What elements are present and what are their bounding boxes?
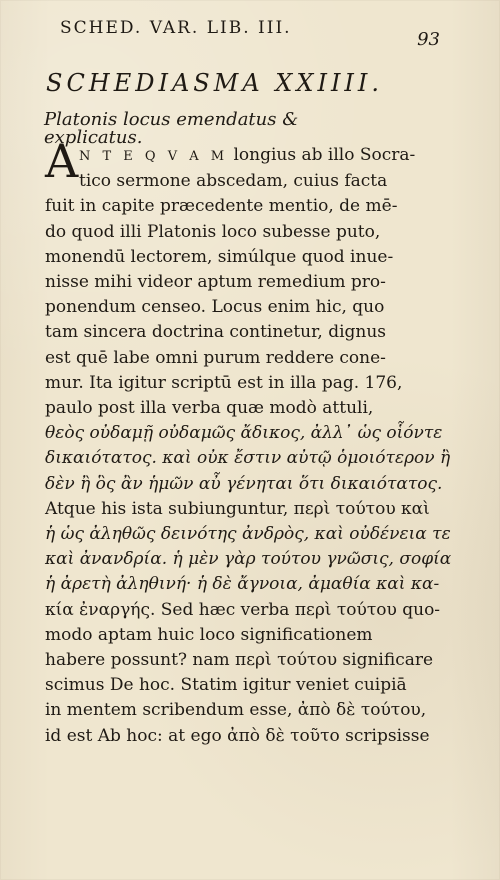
greek-text-line: θεὸς οὐδαμῇ οὐδαμῶς ἄδικος, ἀλλ᾽ ὡς οἷόντε	[45, 423, 443, 444]
text-line: nisse mihi videor aptum remedium pro-	[45, 272, 386, 293]
text-line: κία ἐναργής. Sed hæc verba περὶ τούτου quo-	[45, 599, 441, 620]
greek-text-line: δικαιότατος. καὶ οὐκ ἔστιν αὐτῷ ὁμοιότερον ἢ	[45, 448, 451, 469]
page-number: 93	[417, 29, 440, 50]
text-line: monendū lectorem, simúlque quod inue-	[45, 246, 394, 267]
text-line: fuit in capite præcedente mentio, de mē-	[45, 196, 398, 217]
text-line: ponendum censeo. Locus enim hic, quo	[45, 297, 385, 318]
greek-text-line: ἡ ἀρετὴ ἀληθινή· ἡ δὲ ἄγνοια, ἀμαθία καὶ κα-	[45, 574, 440, 595]
text-line: Atque his ista subiunguntur, περὶ τούτου καὶ	[45, 498, 430, 519]
section-title: SCHEDIASMA XXIIII.	[46, 69, 384, 97]
text-line: id est Ab hoc: at ego ἀπὸ δὲ τοῦτο scripsisse	[45, 725, 430, 746]
opening-rest: longius ab illo Socra-	[233, 145, 416, 165]
main-text-block	[45, 134, 452, 749]
text-line: scimus De hoc. Statim igitur veniet cuipiā	[45, 675, 407, 696]
running-head: SCHED. VAR. LIB. III.	[60, 18, 292, 38]
text-line: est quē labe omni purum reddere cone-	[45, 347, 386, 368]
greek-text-line: ἡ ὡς ἀληθῶς δεινότης ἀνδρὸς, καὶ οὐδένεια τε	[45, 524, 451, 545]
text-line: paulo post illa verba quæ modò attuli,	[45, 398, 374, 419]
text-line: do quod illi Platonis loco subesse puto,	[45, 221, 381, 242]
greek-text-line: καὶ ἀνανδρία. ἡ μὲν γὰρ τούτου γνῶσις, σοφία	[45, 549, 452, 570]
drop-cap: A	[45, 134, 79, 188]
section-subtitle: Platonis locus emendatus & explicatus.	[44, 109, 299, 148]
text-line: habere possunt? nam περὶ τούτου significare	[45, 650, 434, 671]
text-line: modo aptam huic loco significationem	[45, 624, 373, 645]
text-line: tam sincera doctrina continetur, dignus	[45, 322, 387, 343]
text-line: in mentem scribendum esse, ἀπὸ δὲ τούτου,	[45, 700, 427, 721]
opening-small-caps: N T E Q V A M	[79, 149, 229, 164]
text-line: mur. Ita igitur scriptū est in illa pag. 176,	[45, 372, 403, 393]
text-line: tico sermone abscedam, cuius facta	[79, 171, 388, 192]
greek-text-line: δὲν ἢ ὃς ἂν ἡμῶν αὖ γένηται ὅτι δικαιότατος.	[45, 473, 443, 494]
